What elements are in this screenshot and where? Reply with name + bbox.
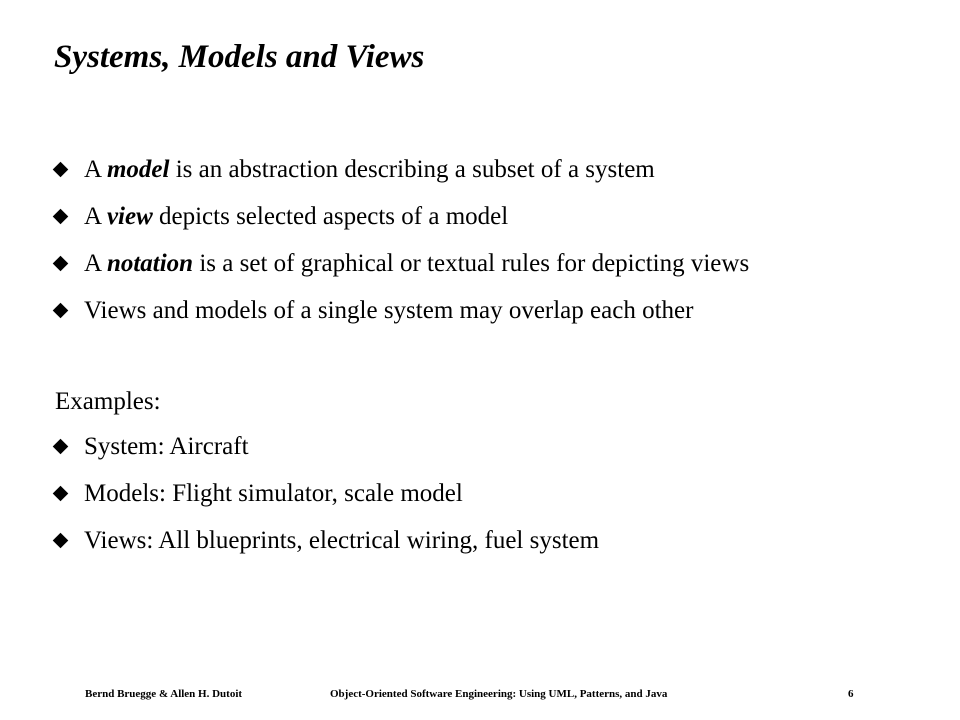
bullet-text-pre: A (84, 156, 107, 183)
diamond-bullet-icon (53, 209, 69, 225)
example-text: System: Aircraft (84, 433, 249, 460)
bullet-emphasis: view (106, 203, 153, 230)
footer-page-number: 6 (848, 688, 854, 700)
diamond-bullet-icon (53, 162, 69, 178)
examples-label: Examples: (55, 388, 161, 415)
bullet-text-post: depicts selected aspects of a model (152, 203, 509, 230)
bullet-text-pre: A (84, 250, 107, 277)
diamond-bullet-icon (53, 533, 69, 549)
example-text: Views: All blueprints, electrical wiring, fuel system (84, 527, 600, 554)
bullet-item-notation (52, 240, 749, 287)
bullet-item-model (52, 146, 749, 193)
bullet-text: Views and models of a single system may overlap each other (84, 297, 694, 324)
bullet-emphasis: notation (106, 250, 194, 277)
bullet-item-overlap (52, 287, 749, 334)
footer-authors: Bernd Bruegge & Allen H. Dutoit (85, 688, 243, 700)
diamond-bullet-icon (53, 256, 69, 272)
definition-list (52, 146, 749, 334)
bullet-text-post: is a set of graphical or textual rules for depicting views (193, 250, 750, 277)
example-item (52, 470, 599, 517)
footer-book-title: Object-Oriented Software Engineering: Using UML, Patterns, and Java (330, 688, 668, 700)
example-item (52, 423, 599, 470)
bullet-text-pre: A (84, 203, 107, 230)
examples-list (52, 423, 599, 564)
example-text: Models: Flight simulator, scale model (84, 480, 463, 507)
diamond-bullet-icon (53, 486, 69, 502)
bullet-item-view (52, 193, 749, 240)
bullet-text-post: is an abstraction describing a subset of a system (169, 156, 655, 183)
bullet-emphasis: model (106, 156, 170, 183)
diamond-bullet-icon (53, 303, 69, 319)
example-item (52, 517, 599, 564)
diamond-bullet-icon (53, 439, 69, 455)
slide-title: Systems, Models and Views (54, 39, 425, 75)
